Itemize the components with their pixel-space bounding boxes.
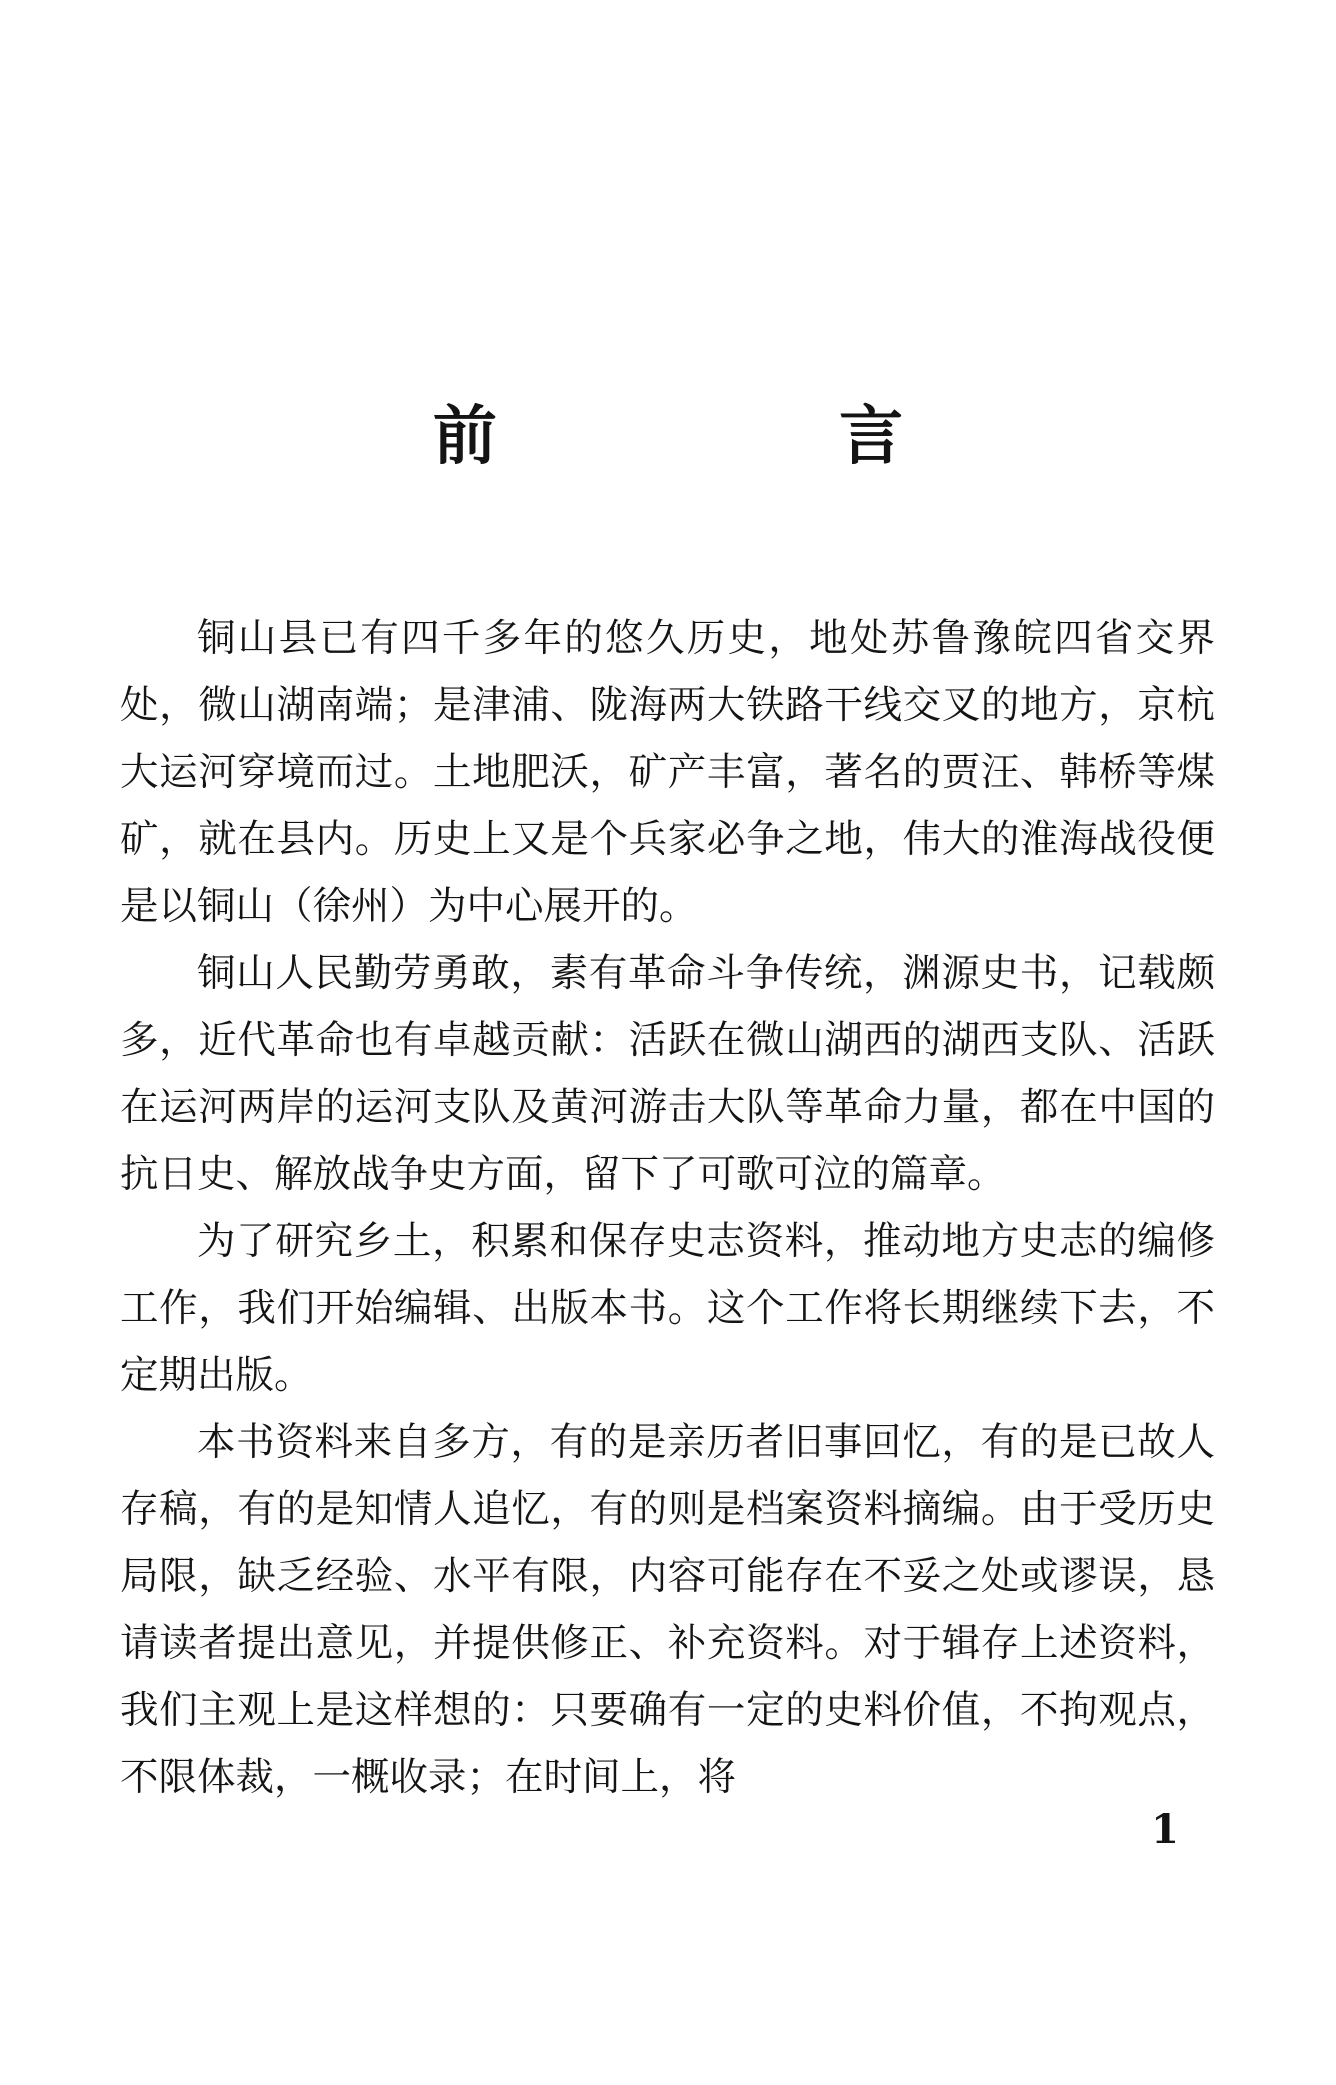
page-title: 前 言 <box>432 399 1064 474</box>
paragraph: 铜山县已有四千多年的悠久历史，地处苏鲁豫皖四省交界处，微山湖南端；是津浦、陇海两大铁路干线交叉的地方，京杭大运河穿境而过。土地肥沃，矿产丰富，著名的贾汪、韩桥等煤矿，就在县内。历史上又是个兵家必争之地，伟大的淮海战役便是以铜山（徐州）为中心展开的。 <box>120 616 1215 929</box>
body-text <box>120 605 1215 1811</box>
paragraph: 本书资料来自多方，有的是亲历者旧事回忆，有的是已故人存稿，有的是知情人追忆，有的则是档案资料摘编。由于受历史局限，缺乏经验、水平有限，内容可能存在不妥之处或谬误，恳请读者提出意见，并提供修正、补充资料。对于辑存上述资料，我们主观上是这样想的：只要确有一定的史料价值，不拘观点，不限体裁，一概收录；在时间上，将 <box>120 1420 1215 1800</box>
paragraph: 铜山人民勤劳勇敢，素有革命斗争传统，渊源史书，记载颇多，近代革命也有卓越贡献：活跃在微山湖西的湖西支队、活跃在运河两岸的运河支队及黄河游击大队等革命力量，都在中国的抗日史、解放战争史方面，留下了可歌可泣的篇章。 <box>120 951 1215 1197</box>
page-number: 1 <box>1151 1806 1179 1853</box>
paragraph: 为了研究乡土，积累和保存史志资料，推动地方史志的编修工作，我们开始编辑、出版本书。这个工作将长期继续下去，不定期出版。 <box>120 1219 1215 1398</box>
